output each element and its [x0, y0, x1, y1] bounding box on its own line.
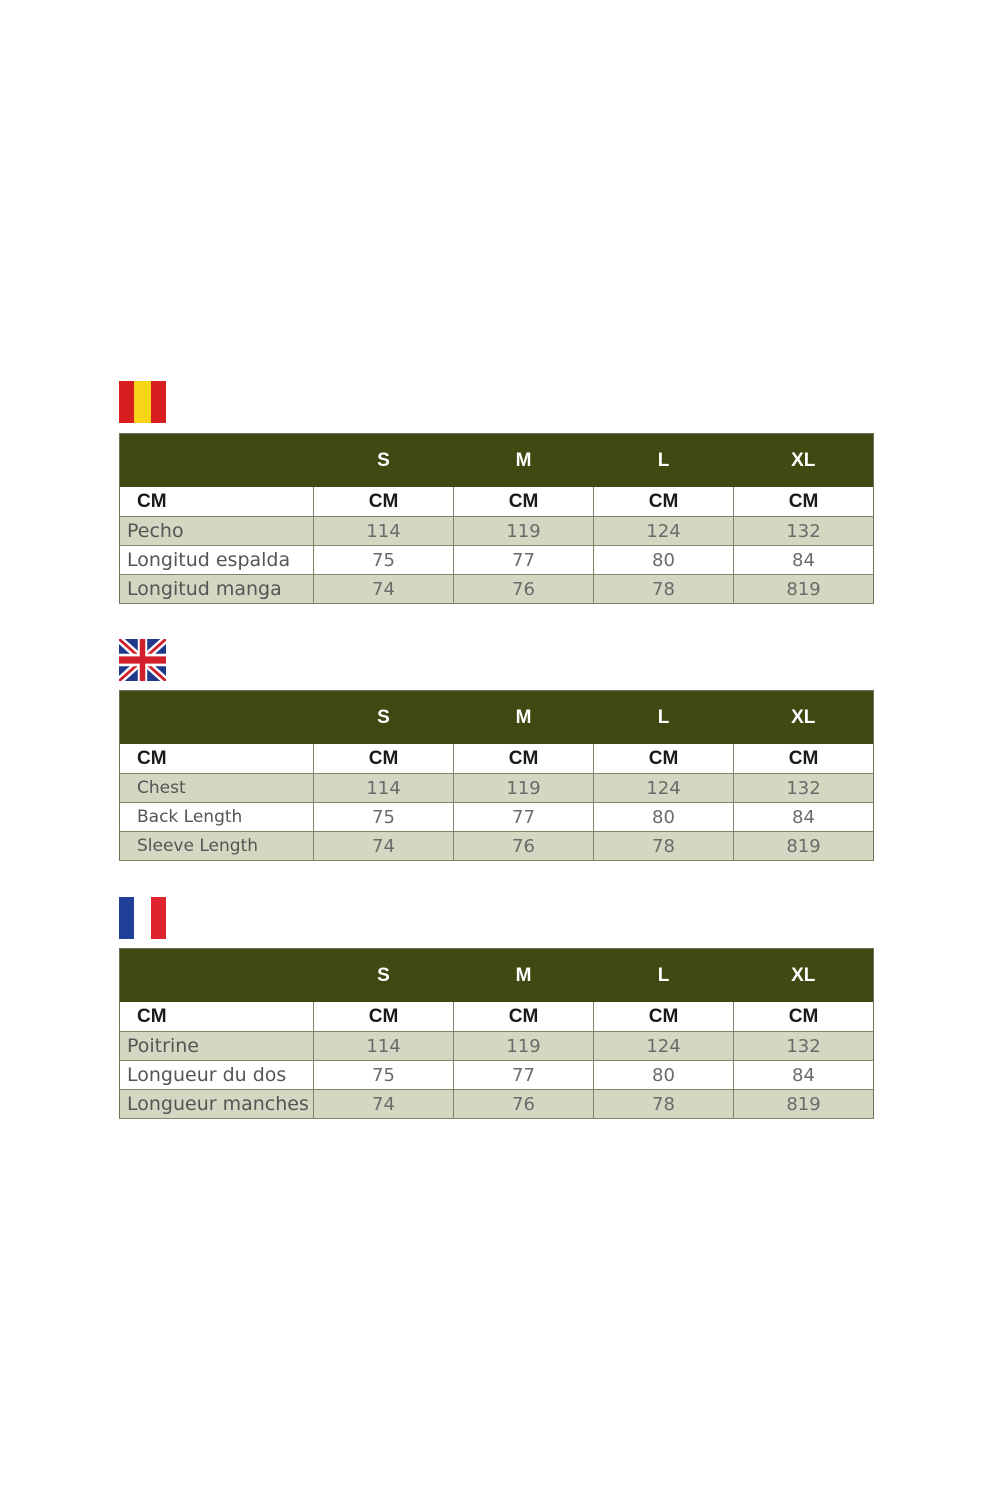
size-s: S: [314, 949, 454, 1003]
table-row: [120, 546, 874, 575]
value-cell: 124: [594, 517, 734, 546]
unit-cell: CM: [594, 744, 734, 774]
value-cell: 77: [454, 546, 594, 575]
value-cell: 119: [454, 1032, 594, 1061]
value-cell: 84: [734, 803, 874, 832]
row-label: Back Length: [120, 803, 314, 832]
row-label: Longueur manches: [120, 1090, 314, 1119]
table-row: [120, 832, 874, 861]
value-cell: 114: [314, 1032, 454, 1061]
row-label: Longitud manga: [120, 575, 314, 604]
unit-cell: CM: [120, 744, 314, 774]
value-cell: 78: [594, 575, 734, 604]
value-cell: 75: [314, 1061, 454, 1090]
row-label: Longitud espalda: [120, 546, 314, 575]
size-l: L: [594, 434, 734, 488]
unit-cell: CM: [734, 744, 874, 774]
unit-cell: CM: [120, 487, 314, 517]
size-s: S: [314, 691, 454, 745]
size-m: M: [454, 434, 594, 488]
value-cell: 78: [594, 1090, 734, 1119]
value-cell: 77: [454, 1061, 594, 1090]
value-cell: 84: [734, 546, 874, 575]
value-cell: 80: [594, 1061, 734, 1090]
unit-cell: CM: [734, 1002, 874, 1032]
value-cell: 74: [314, 1090, 454, 1119]
value-cell: 124: [594, 774, 734, 803]
value-cell: 819: [734, 1090, 874, 1119]
header-blank: [120, 691, 314, 745]
spain-flag-icon: [119, 381, 166, 423]
row-label: Pecho: [120, 517, 314, 546]
size-l: L: [594, 691, 734, 745]
value-cell: 114: [314, 517, 454, 546]
value-cell: 76: [454, 575, 594, 604]
unit-row: [120, 1002, 874, 1032]
size-table-fr: [119, 948, 874, 1119]
size-m: M: [454, 691, 594, 745]
value-cell: 84: [734, 1061, 874, 1090]
size-s: S: [314, 434, 454, 488]
value-cell: 132: [734, 774, 874, 803]
value-cell: 77: [454, 803, 594, 832]
value-cell: 74: [314, 575, 454, 604]
value-cell: 74: [314, 832, 454, 861]
unit-cell: CM: [314, 744, 454, 774]
france-flag-icon: [119, 897, 166, 939]
row-label: Longueur du dos: [120, 1061, 314, 1090]
value-cell: 119: [454, 774, 594, 803]
unit-row: [120, 744, 874, 774]
value-cell: 819: [734, 575, 874, 604]
unit-cell: CM: [314, 1002, 454, 1032]
size-l: L: [594, 949, 734, 1003]
size-table-es: [119, 433, 874, 604]
table-row: [120, 774, 874, 803]
unit-cell: CM: [454, 744, 594, 774]
table-row: [120, 1032, 874, 1061]
header-blank: [120, 434, 314, 488]
value-cell: 76: [454, 832, 594, 861]
unit-cell: CM: [594, 487, 734, 517]
value-cell: 75: [314, 803, 454, 832]
size-header-row: [120, 434, 874, 488]
unit-cell: CM: [120, 1002, 314, 1032]
size-table-en: [119, 690, 874, 861]
value-cell: 114: [314, 774, 454, 803]
value-cell: 75: [314, 546, 454, 575]
table-row: [120, 803, 874, 832]
table-row: [120, 575, 874, 604]
header-blank: [120, 949, 314, 1003]
row-label: Poitrine: [120, 1032, 314, 1061]
value-cell: 132: [734, 1032, 874, 1061]
value-cell: 80: [594, 803, 734, 832]
row-label: Sleeve Length: [120, 832, 314, 861]
uk-flag-icon: [119, 639, 166, 681]
unit-cell: CM: [454, 487, 594, 517]
table-row: [120, 1061, 874, 1090]
unit-cell: CM: [314, 487, 454, 517]
unit-row: [120, 487, 874, 517]
row-label: Chest: [120, 774, 314, 803]
value-cell: 819: [734, 832, 874, 861]
size-header-row: [120, 949, 874, 1003]
size-xl: XL: [734, 691, 874, 745]
table-row: [120, 1090, 874, 1119]
value-cell: 132: [734, 517, 874, 546]
table-row: [120, 517, 874, 546]
unit-cell: CM: [454, 1002, 594, 1032]
value-cell: 78: [594, 832, 734, 861]
unit-cell: CM: [734, 487, 874, 517]
size-m: M: [454, 949, 594, 1003]
size-header-row: [120, 691, 874, 745]
value-cell: 80: [594, 546, 734, 575]
size-xl: XL: [734, 434, 874, 488]
value-cell: 76: [454, 1090, 594, 1119]
value-cell: 124: [594, 1032, 734, 1061]
unit-cell: CM: [594, 1002, 734, 1032]
size-xl: XL: [734, 949, 874, 1003]
value-cell: 119: [454, 517, 594, 546]
